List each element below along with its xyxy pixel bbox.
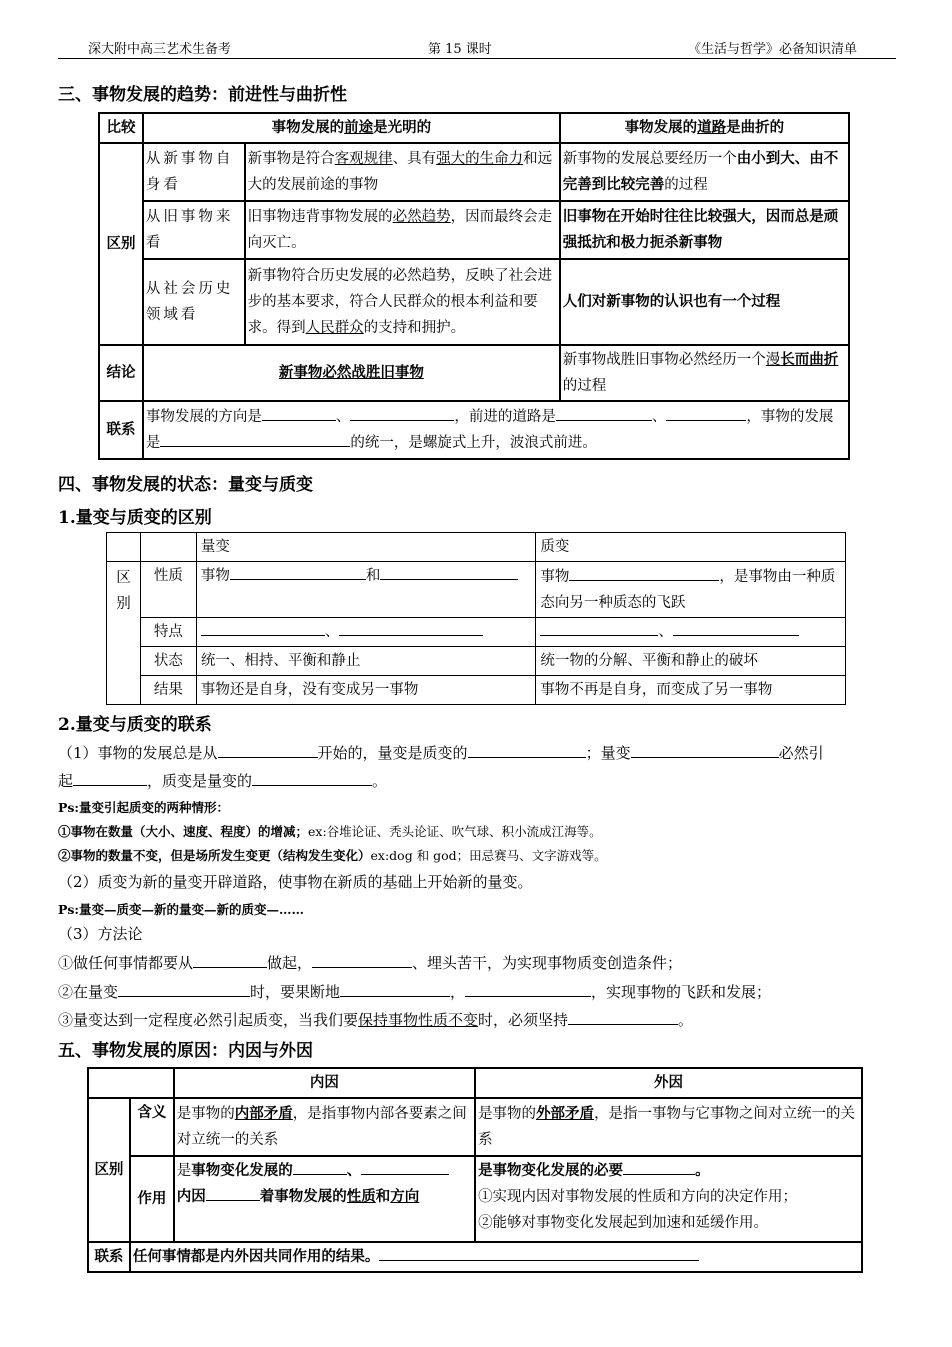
conclusion-label: 结论 [99, 345, 143, 401]
diff-label: 区别 [99, 143, 143, 345]
header-external: 外因 [475, 1068, 862, 1098]
state-label: 状态 [140, 647, 196, 676]
row-old-label: 从旧事物来看 [143, 201, 245, 259]
nature-label: 性质 [140, 562, 196, 618]
section5-title: 五、事物发展的原因：内因与外因 [58, 1041, 313, 1061]
para1-line2: 起 ，质变是量变的 。 [58, 769, 387, 791]
row-new-self-c2: 新事物的发展总要经历一个由小到大、由不完善到比较完善的过程 [560, 143, 849, 201]
link-text: 事物发展的方向是 、 ，前进的道路是 、 ，事物的发展是 的统一，是螺旋式上升，波浪式前进。 [143, 401, 849, 459]
header-right: 《生活与哲学》必备知识清单 [688, 42, 858, 57]
meaning-label: 含义 [130, 1098, 174, 1156]
internal-effect: 是事物变化发展的 、 内因 着事物发展的性质和方向 [174, 1156, 475, 1242]
ps1: Ps:量变引起质变的两种情形： [58, 800, 230, 815]
quant-qual-table [106, 532, 846, 705]
state-qual: 统一物的分解、平衡和静止的破坏 [536, 647, 846, 676]
method2: ②在量变 时，要果断地 ， ，实现事物的飞跃和发展； [58, 980, 771, 1002]
ps3: ②事物的数量不变，但是场所发生变更（结构发生变化）ex:dog 和 god；田忌赛马、文字游戏等。 [58, 848, 607, 863]
para3: （3）方法论 [58, 925, 143, 943]
method3: ③量变达到一定程度必然引起质变，当我们要保持事物性质不变时，必须坚持 。 [58, 1008, 693, 1030]
header-center: 第 15 课时 [428, 42, 492, 57]
conclusion-c1: 新事物必然战胜旧事物 [143, 345, 560, 401]
internal-meaning: 是事物的内部矛盾，是指事物内部各要素之间对立统一的关系 [174, 1098, 475, 1156]
trend-table [98, 112, 850, 460]
header-internal: 内因 [174, 1068, 475, 1098]
link-label: 联系 [99, 401, 143, 459]
effect-label: 作用 [130, 1156, 174, 1242]
result-quant: 事物还是自身，没有变成另一事物 [196, 676, 536, 705]
row-new-self-c1: 新事物是符合客观规律、具有强大的生命力和远大的发展前途的事物 [245, 143, 560, 201]
diff-label-5: 区别 [88, 1098, 130, 1242]
nature-quant: 事物 和 [196, 562, 536, 618]
conclusion-c2: 新事物战胜旧事物必然经历一个漫长而曲折的过程 [560, 345, 849, 401]
feature-quant: 、 [196, 618, 536, 647]
row-new-self-label: 从新事物自身看 [143, 143, 245, 201]
state-quant: 统一、相持、平衡和静止 [196, 647, 536, 676]
link-label-5: 联系 [88, 1242, 130, 1272]
feature-qual: 、 [536, 618, 846, 647]
external-effect: 是事物变化发展的必要 。 ①实现内因对事物发展的性质和方向的决定作用； ②能够对事物变化发展起到加速和延缓作用。 [475, 1156, 862, 1242]
page-header [58, 36, 896, 59]
col-future-header: 事物发展的前途是光明的 [143, 113, 560, 143]
para2: （2）质变为新的量变开辟道路，使事物在新质的基础上开始新的量变。 [58, 873, 533, 891]
external-meaning: 是事物的外部矛盾，是指一事物与它事物之间对立统一的关系 [475, 1098, 862, 1156]
link-text-5: 任何事情都是内外因共同作用的结果。 [130, 1242, 862, 1272]
ps2: ①事物在数量（大小、速度、程度）的增减；ex:谷堆论证、秃头论证、吹气球、积小流成江海等。 [58, 824, 602, 839]
compare-label: 比较 [99, 113, 143, 143]
para1-line1: （1）事物的发展总是从 开始的，量变是质变的 ；量变 必然引 [58, 741, 824, 763]
row-social-c2: 人们对新事物的认识也有一个过程 [560, 259, 849, 345]
header-qual: 质变 [536, 533, 846, 562]
row-old-c1: 旧事物违背事物发展的必然趋势，因而最终会走向灭亡。 [245, 201, 560, 259]
row-social-label: 从社会历史领域看 [143, 259, 245, 345]
feature-label: 特点 [140, 618, 196, 647]
section4-sub2: 2.量变与质变的联系 [58, 715, 212, 735]
header-quant: 量变 [196, 533, 536, 562]
method1: ①做任何事情都要从 做起， 、埋头苦干，为实现事物质变创造条件； [58, 951, 682, 973]
header-left: 深大附中高三艺术生备考 [88, 42, 232, 57]
section3-title: 三、事物发展的趋势：前进性与曲折性 [58, 85, 347, 105]
section4-title: 四、事物发展的状态：量变与质变 [58, 475, 313, 495]
ps4: Ps:量变—质变—新的量变—新的质变—…… [58, 902, 305, 917]
row-old-c2: 旧事物在开始时往往比较强大，因而总是顽强抵抗和极力扼杀新事物 [560, 201, 849, 259]
row-social-c1: 新事物符合历史发展的必然趋势，反映了社会进步的基本要求，符合人民群众的根本利益和要求。得到人民群众的支持和拥护。 [245, 259, 560, 345]
diff-label-4: 区别 [107, 562, 141, 705]
section4-sub1: 1.量变与质变的区别 [58, 508, 212, 528]
result-label: 结果 [140, 676, 196, 705]
nature-qual: 事物 ，是事物由一种质态向另一种质态的飞跃 [536, 562, 846, 618]
result-qual: 事物不再是自身，而变成了另一事物 [536, 676, 846, 705]
cause-table [87, 1067, 863, 1273]
col-road-header: 事物发展的道路是曲折的 [560, 113, 849, 143]
